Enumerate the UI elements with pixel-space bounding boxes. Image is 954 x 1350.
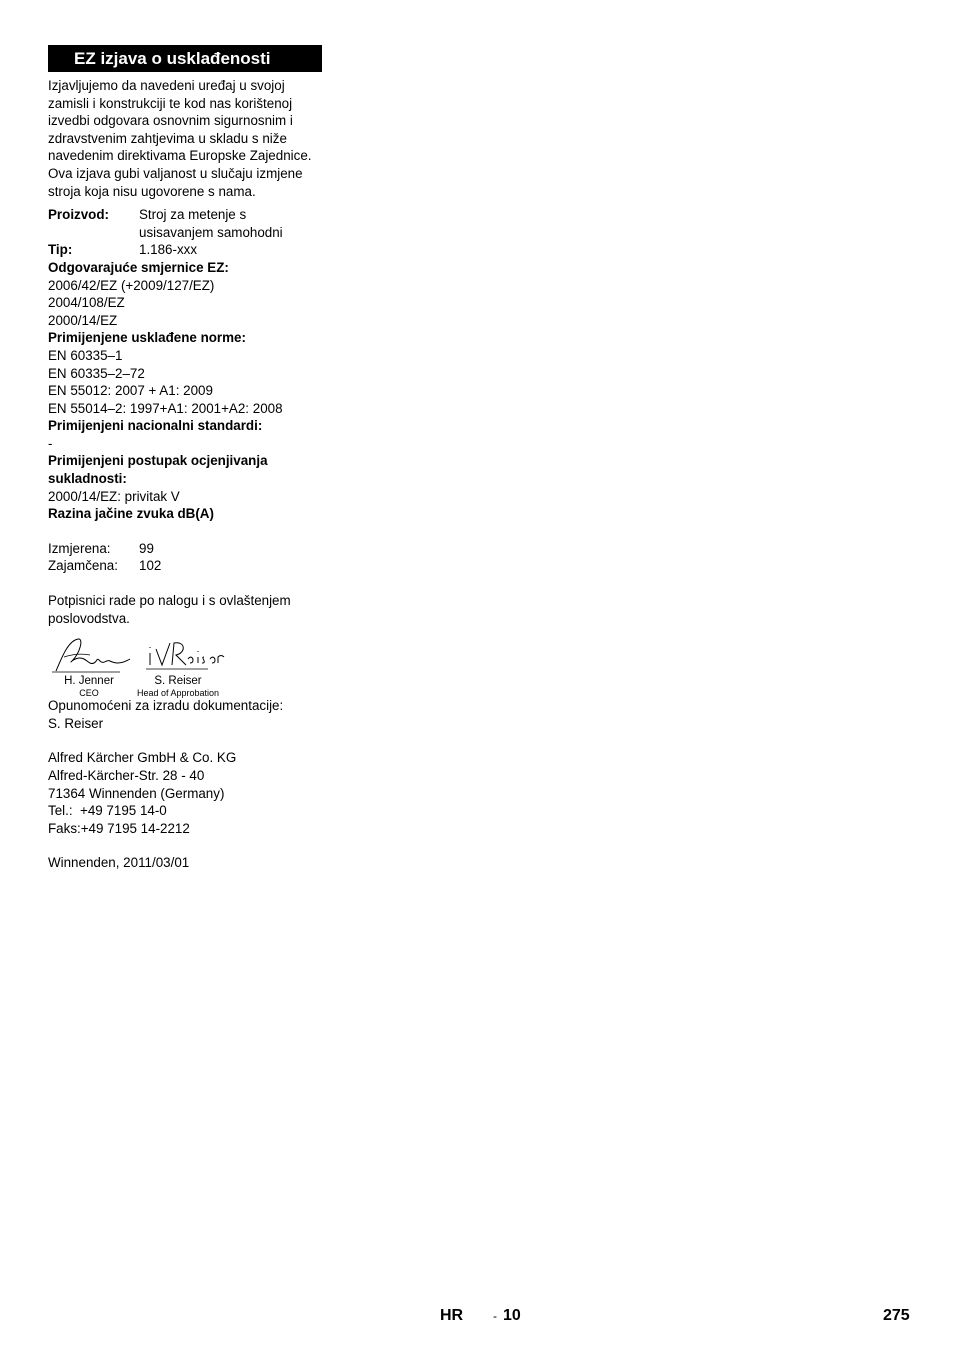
norm-item: EN 55012: 2007 + A1: 2009 <box>48 383 213 399</box>
signatures <box>48 635 322 697</box>
company-city: 71364 Winnenden (Germany) <box>48 785 225 801</box>
footer-lang: HR <box>440 1307 464 1324</box>
sound-measured-row <box>48 540 322 558</box>
signature-role: CEO <box>79 688 99 699</box>
sound-measured-value: 99 <box>139 540 154 556</box>
declaration-column <box>48 45 322 872</box>
signature-name: H. Jenner <box>64 675 114 688</box>
type-value: 1.186-xxx <box>139 242 198 258</box>
product-row <box>48 206 322 241</box>
company-tel: Tel.: +49 7195 14-0 <box>48 803 167 819</box>
authorized-name: S. Reiser <box>48 715 104 731</box>
footer-dash: - <box>493 1309 497 1323</box>
directive-item: 2000/14/EZ <box>48 312 118 328</box>
norm-item: EN 60335–2–72 <box>48 365 145 381</box>
signature-role: Head of Approbation <box>136 688 220 699</box>
page-number: 275 <box>883 1307 910 1324</box>
national-value: - <box>48 435 53 451</box>
norm-item: EN 55014–2: 1997+A1: 2001+A2: 2008 <box>48 400 283 416</box>
norm-item: EN 60335–1 <box>48 347 123 363</box>
place-date: Winnenden, 2011/03/01 <box>48 855 190 871</box>
directive-item: 2004/108/EZ <box>48 295 125 311</box>
company-street: Alfred-Kärcher-Str. 28 - 40 <box>48 768 205 783</box>
procedure-label: Primijenjeni postupak ocjenjivanja sukladnosti: <box>48 453 268 487</box>
sound-guaranteed-label: Zajamčena: <box>48 558 118 574</box>
page-title: EZ izjava o usklađenosti <box>48 45 322 72</box>
signature-reiser-image <box>146 635 226 675</box>
company-fax: Faks:+49 7195 14-2212 <box>48 820 190 836</box>
signatories-text: Potpisnici rade po nalogu i s ovlaštenjem poslovodstva. <box>48 593 291 626</box>
sound-label: Razina jačine zvuka dB(A) <box>48 506 214 522</box>
authorized-label: Opunomoćeni za izradu dokumentacije: <box>48 698 284 714</box>
sound-guaranteed-value: 102 <box>139 558 162 574</box>
norms-label: Primijenjene usklađene norme: <box>48 330 246 346</box>
footer-section: 10 <box>503 1307 521 1324</box>
signature-jenner-image <box>50 635 136 675</box>
product-value: Stroj za metenje s usisavanjem samohodni <box>139 207 283 240</box>
procedure-value: 2000/14/EZ: privitak V <box>48 488 180 504</box>
type-row <box>48 241 322 259</box>
type-label: Tip: <box>48 242 73 258</box>
company-name: Alfred Kärcher GmbH & Co. KG <box>48 750 237 766</box>
sound-guaranteed-row <box>48 557 322 575</box>
intro-paragraph: Izjavljujemo da navedeni uređaj u svojoj zamisli i konstrukciji te kod nas korištenoj izvedbi odgovara osnovnim sigurnosnim i zdravstvenim zahtjevima u skladu s niže navedenim direktivama Europske Zajednice. Ova izjava gubi valjanost u slučaju izmjene stroja koja nisu ugovorene s nama. <box>48 78 312 199</box>
signature-block-reiser <box>136 635 220 699</box>
directives-label: Odgovarajuće smjernice EZ: <box>48 259 229 275</box>
sound-measured-label: Izmjerena: <box>48 540 111 556</box>
directive-item: 2006/42/EZ (+2009/127/EZ) <box>48 277 215 293</box>
signature-name: S. Reiser <box>154 675 202 688</box>
signature-block-jenner <box>54 635 124 699</box>
product-label: Proizvod: <box>48 207 110 223</box>
national-label: Primijenjeni nacionalni standardi: <box>48 418 263 434</box>
